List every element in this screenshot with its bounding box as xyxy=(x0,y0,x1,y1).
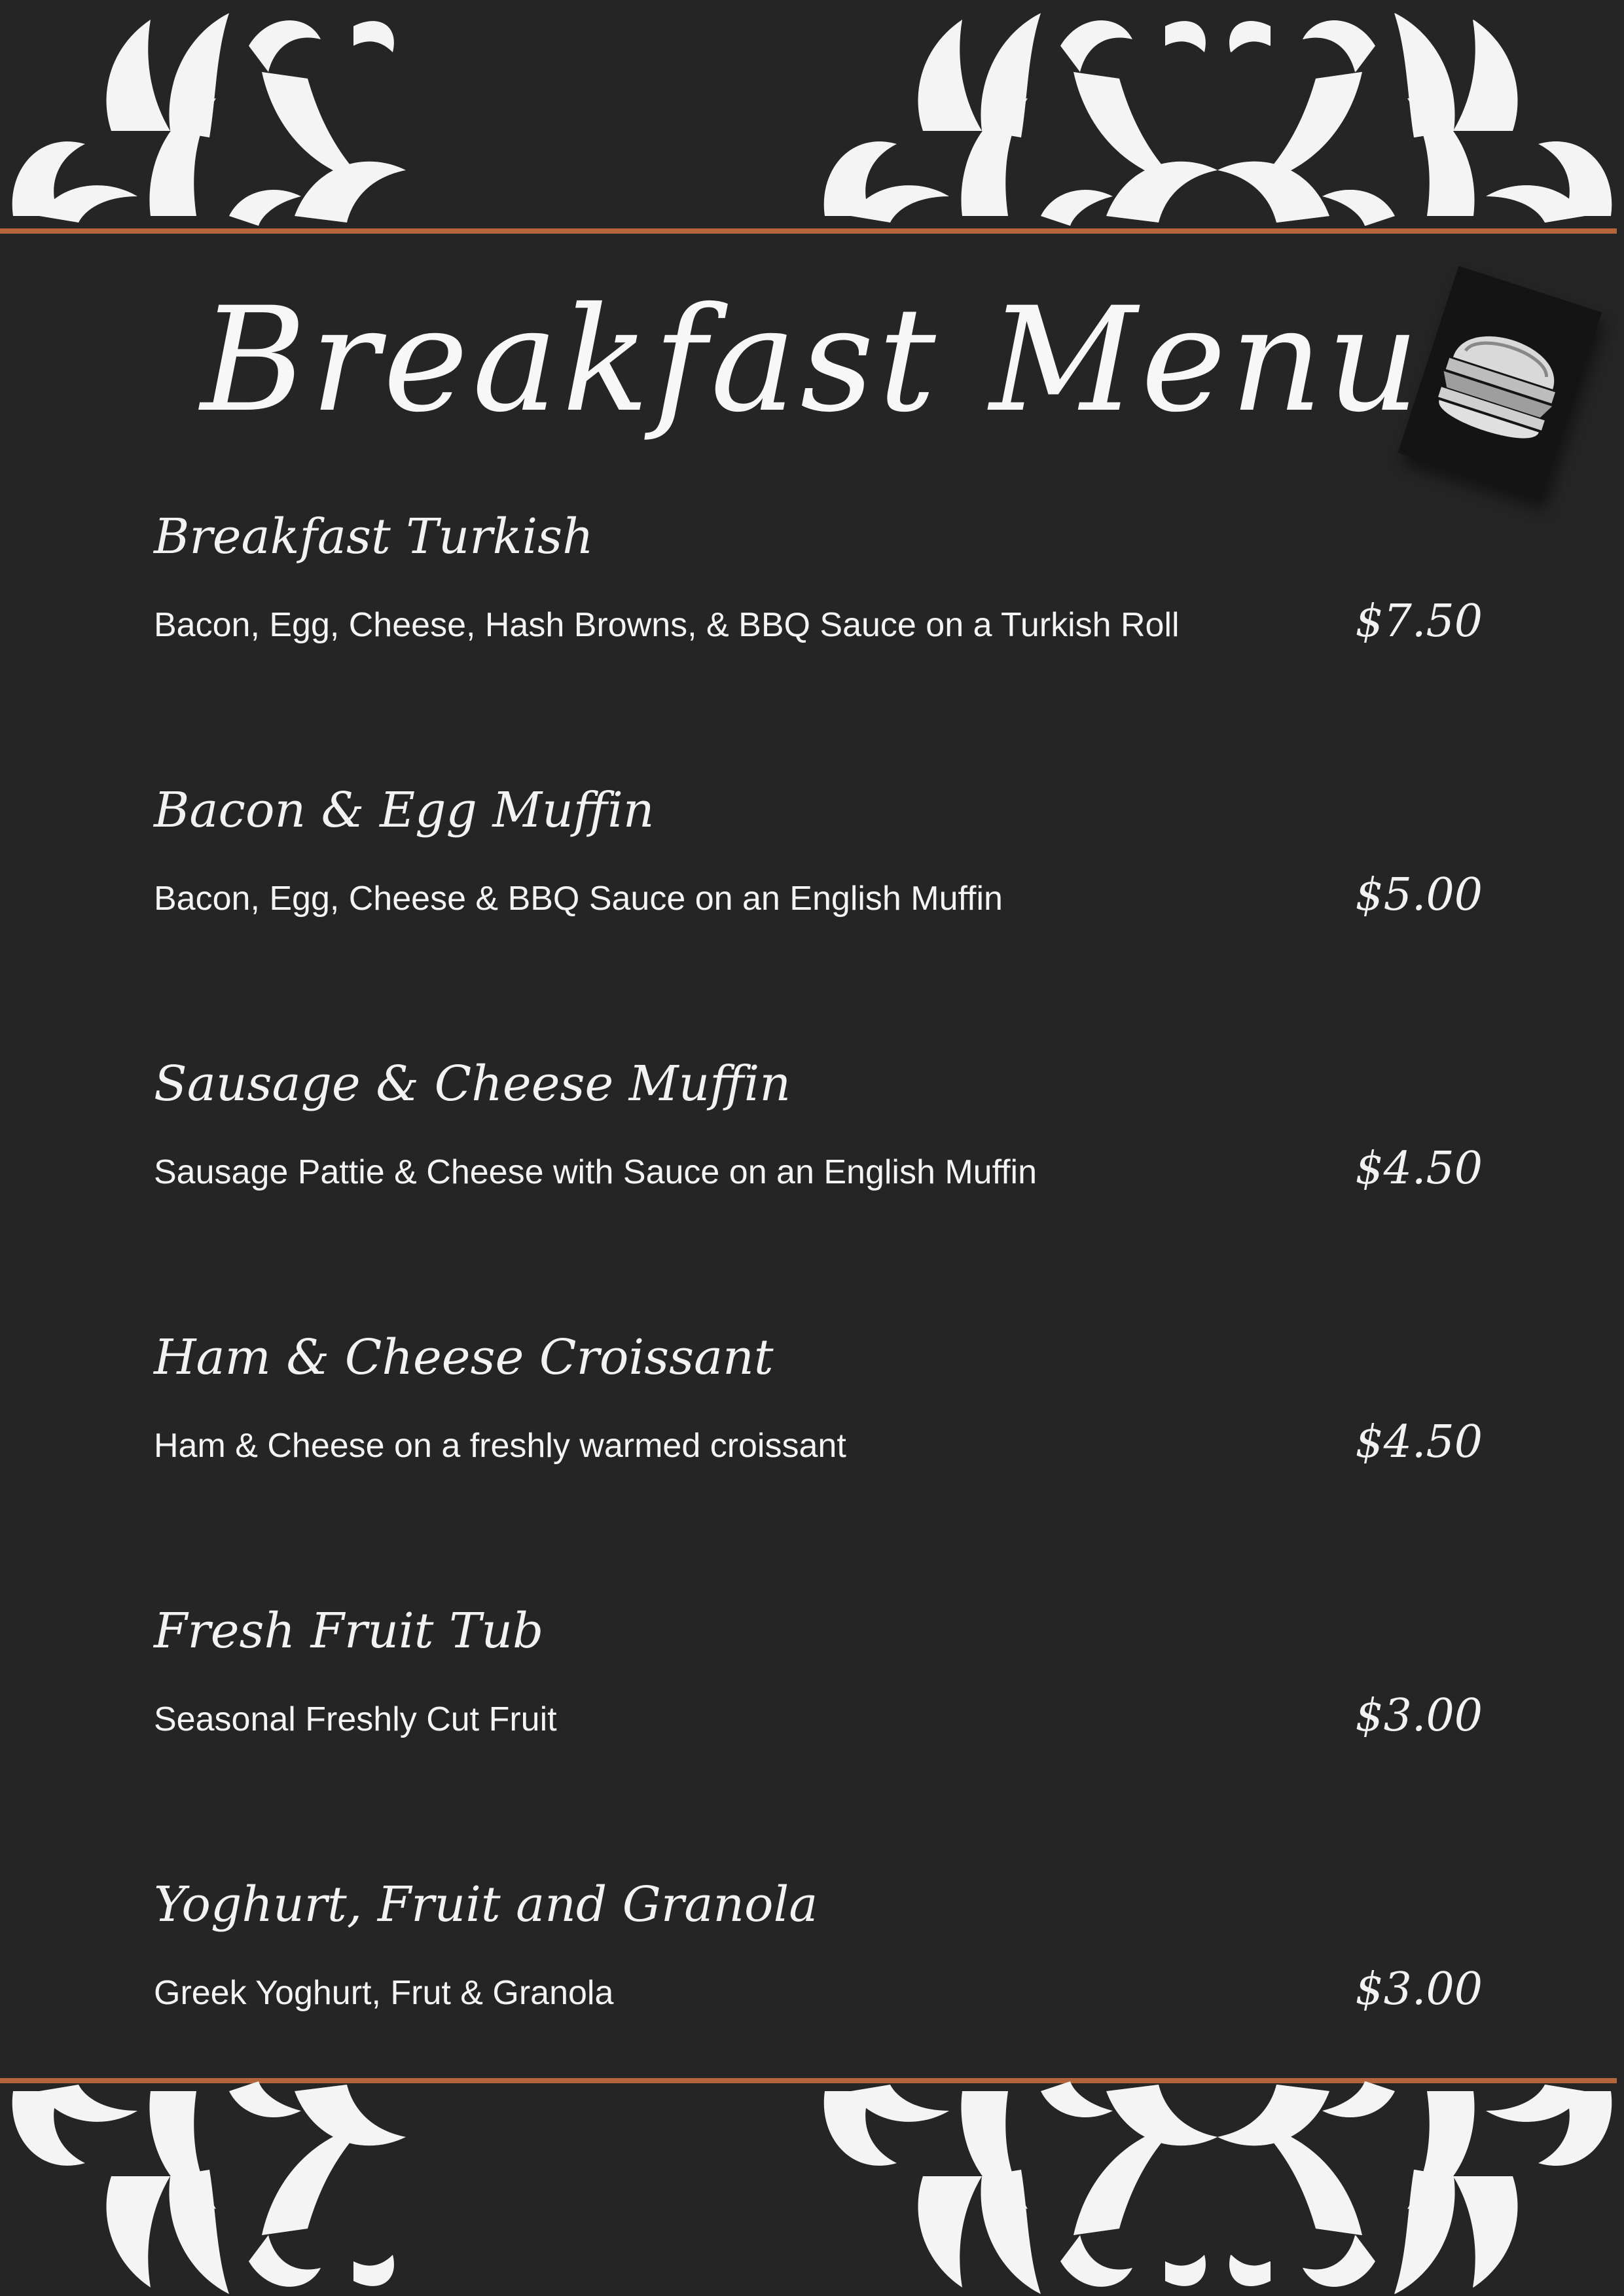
menu-item xyxy=(154,1598,1483,1795)
menu-item xyxy=(154,1872,1483,2068)
item-price: $7.50 xyxy=(1355,596,1483,647)
menu-item xyxy=(154,1325,1483,1521)
floral-scroll-icon xyxy=(0,0,1624,236)
item-name: Breakfast Turkish xyxy=(154,509,594,565)
item-name: Ham & Cheese Croissant xyxy=(154,1329,774,1386)
item-name: Bacon & Egg Muffin xyxy=(154,782,655,838)
menu-title: Breakfast Menu xyxy=(200,276,1424,444)
item-price: $4.50 xyxy=(1355,1143,1483,1194)
top-copper-rule xyxy=(0,228,1617,234)
menu-item xyxy=(154,1051,1483,1247)
menu-item xyxy=(154,778,1483,974)
item-description: Bacon, Egg, Cheese & BBQ Sauce on an English Muffin xyxy=(154,880,1003,918)
item-price: $3.00 xyxy=(1355,1964,1483,2015)
item-name: Sausage & Cheese Muffin xyxy=(154,1056,791,1112)
item-name: Yoghurt, Fruit and Granola xyxy=(154,1876,818,1933)
item-description: Bacon, Egg, Cheese, Hash Browns, & BBQ Sauce on a Turkish Roll xyxy=(154,606,1180,644)
menu-item xyxy=(154,504,1483,700)
bottom-floral-border xyxy=(0,2078,1624,2296)
item-description: Greek Yoghurt, Frut & Granola xyxy=(154,1974,614,2012)
item-description: Ham & Cheese on a freshly warmed croissant xyxy=(154,1427,846,1465)
item-price: $5.00 xyxy=(1355,869,1483,921)
item-name: Fresh Fruit Tub xyxy=(154,1603,544,1659)
item-price: $4.50 xyxy=(1355,1416,1483,1468)
top-floral-border xyxy=(0,0,1624,236)
item-price: $3.00 xyxy=(1355,1690,1483,1742)
burger-illustration xyxy=(1381,259,1617,533)
burger-icon xyxy=(1381,259,1617,533)
floral-scroll-icon xyxy=(0,2078,1624,2296)
item-description: Sausage Pattie & Cheese with Sauce on an English Muffin xyxy=(154,1153,1038,1191)
item-description: Seasonal Freshly Cut Fruit xyxy=(154,1700,557,1738)
